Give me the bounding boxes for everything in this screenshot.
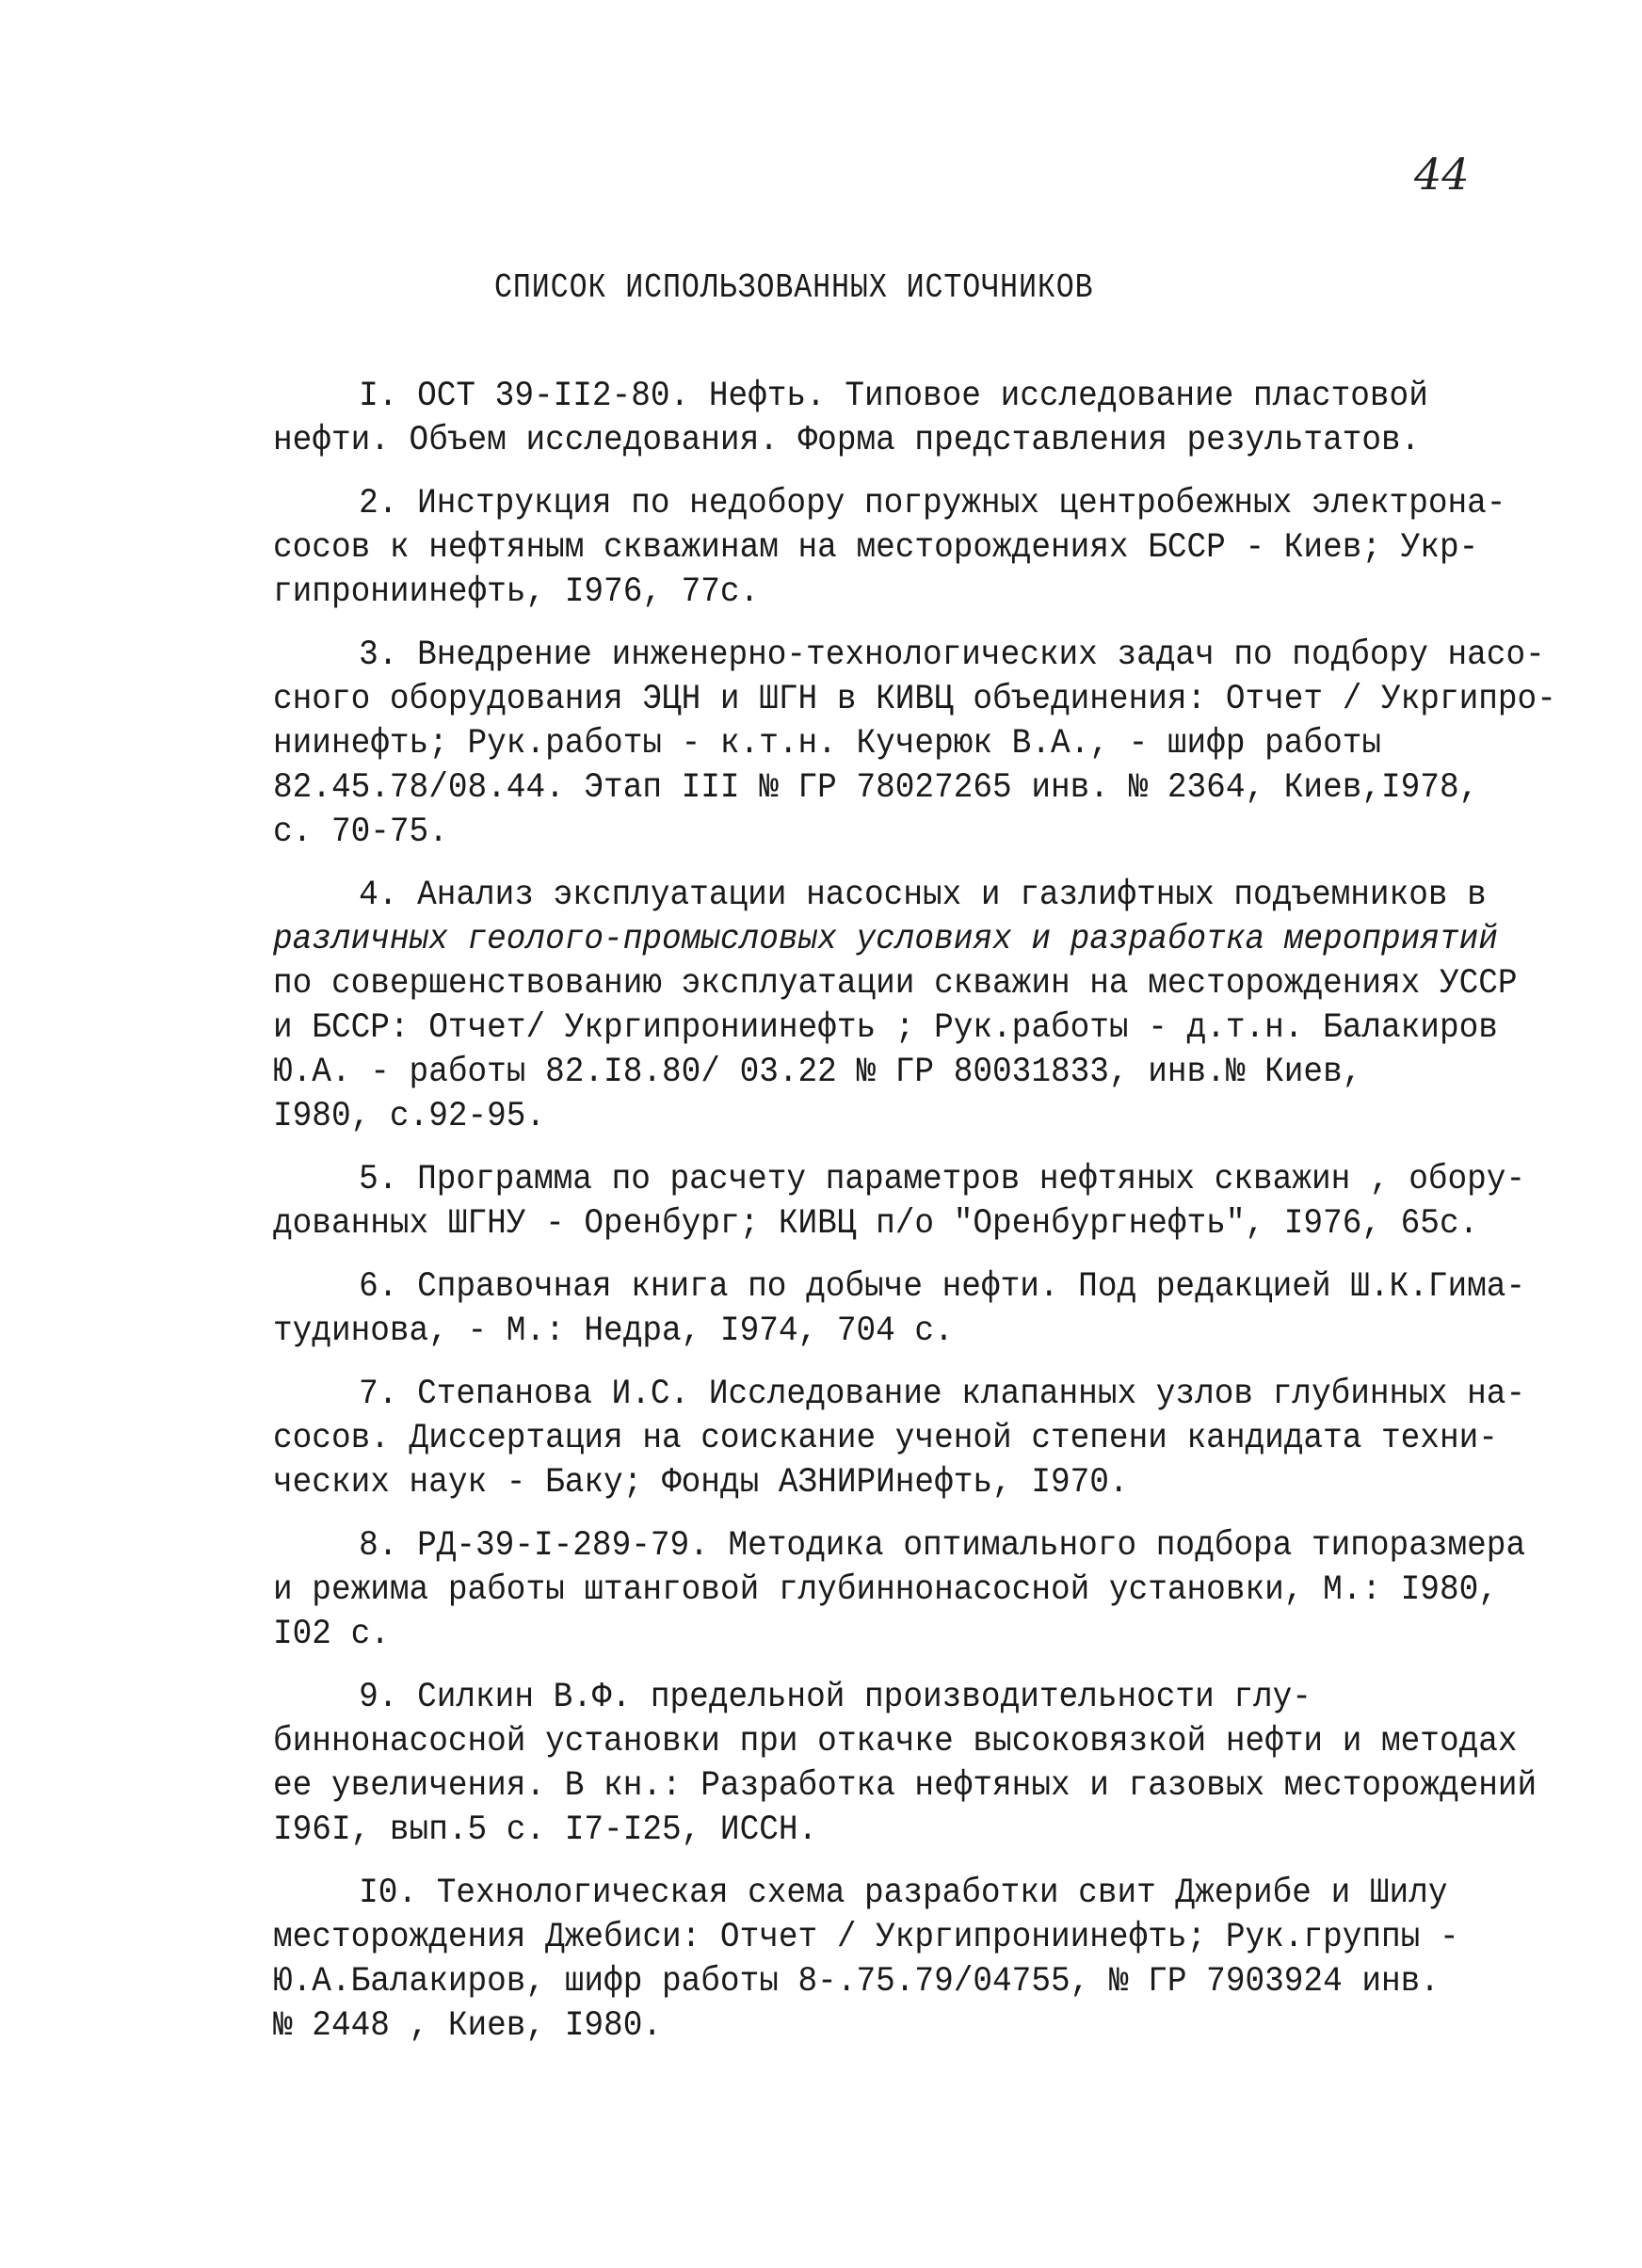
reference-line: 5. Программа по расчету параметров нефтяных скважин , обору- [359,1160,1526,1199]
reference-line: I96I, вып.5 с. I7-I25, ИССН. [273,1810,818,1850]
reference-line: ее увеличения. В кн.: Разработка нефтяных и газовых месторождений [273,1766,1537,1806]
reference-line: I0. Технологическая схема разработки свит Джерибе и Шилу [359,1874,1448,1913]
reference-item [273,482,1506,615]
reference-line: ниинефть; Рук.работы - к.т.н. Кучерюк В.А., - шифр работы [273,724,1382,764]
reference-line: Ю.А. - работы 82.I8.80/ 03.22 № ГР 80031833, инв.№ Киев, [273,1053,1362,1092]
reference-line: тудинова, - М.: Недра, I974, 704 с. [273,1311,954,1351]
reference-line: с. 70-75. [273,812,448,852]
reference-line: ческих наук - Баку; Фонды АЗНИРИнефть, I970. [273,1463,1129,1503]
reference-item [273,1676,1537,1853]
reference-line: месторождения Джебиси: Отчет / Укргипрониинефть; Рук.группы - [273,1918,1459,1957]
reference-line: 82.45.78/08.44. Этап III № ГР 78027265 инв. № 2364, Киев,I978, [273,768,1479,808]
reference-line: и БССР: Отчет/ Укргипрониинефть ; Рук.работы - д.т.н. Балакиров [273,1008,1498,1048]
reference-line: по совершенствованию эксплуатации скважин на месторождениях УССР [273,964,1518,1004]
reference-line: 3. Внедрение инженерно-технологических задач по подбору насо- [359,635,1545,675]
reference-item [273,1373,1526,1505]
reference-item [273,1265,1526,1354]
reference-line: сосов. Диссертация на соискание ученой степени кандидата техни- [273,1419,1498,1458]
reference-line: сного оборудования ЭЦН и ШГН в КИВЦ объединения: Отчет / Укргипро- [273,680,1556,719]
reference-line: I02 с. [273,1615,390,1654]
reference-line: и режима работы штанговой глубиннонасосной установки, М.: I980, [273,1570,1498,1610]
reference-line: нефти. Объем исследования. Форма представления результатов. [273,421,1421,460]
reference-line: различных геолого-промысловых условиях и разработка мероприятий [273,920,1498,959]
reference-line: 7. Степанова И.С. Исследование клапанных узлов глубинных на- [359,1375,1526,1414]
reference-line: 2. Инструкция по недобору погружных центробежных электрона- [359,484,1506,523]
page-title: СПИСОК ИСПОЛЬЗОВАННЫХ ИСТОЧНИКОВ [494,268,1094,307]
reference-line: № 2448 , Киев, I980. [273,2006,662,2046]
reference-line: 9. Силкин В.Ф. предельной производительности глу- [359,1678,1312,1717]
reference-line: 4. Анализ эксплуатации насосных и газлифтных подъемников в [359,876,1487,915]
reference-list [273,375,1556,2067]
reference-line: биннонасосной установки при откачке высоковязкой нефти и методах [273,1722,1518,1761]
reference-item [273,1872,1478,2049]
reference-line: I. ОСТ 39-II2-80. Нефть. Типовое исследование пластовой [359,377,1428,416]
reference-item [273,1524,1526,1657]
reference-item [273,1158,1526,1247]
reference-line: 6. Справочная книга по добыче нефти. Под редакцией Ш.К.Гима- [359,1267,1526,1307]
reference-item [273,375,1478,463]
reference-line: гипрониинефть, I976, 77с. [273,572,760,612]
reference-item [273,634,1556,855]
reference-line: I980, с.92-95. [273,1097,546,1136]
reference-item [273,874,1518,1139]
page-number: 44 [1414,149,1470,200]
reference-line: дованных ШГНУ - Оренбург; КИВЦ п/о "Оренбургнефть", I976, 65с. [273,1204,1479,1244]
reference-line: Ю.А.Балакиров, шифр работы 8-.75.79/04755, № ГР 7903924 инв. [273,1962,1440,2002]
reference-line: сосов к нефтяным скважинам на месторождениях БССР - Киев; Укр- [273,528,1479,568]
reference-line: 8. РД-39-I-289-79. Методика оптимального подбора типоразмера [359,1526,1526,1566]
